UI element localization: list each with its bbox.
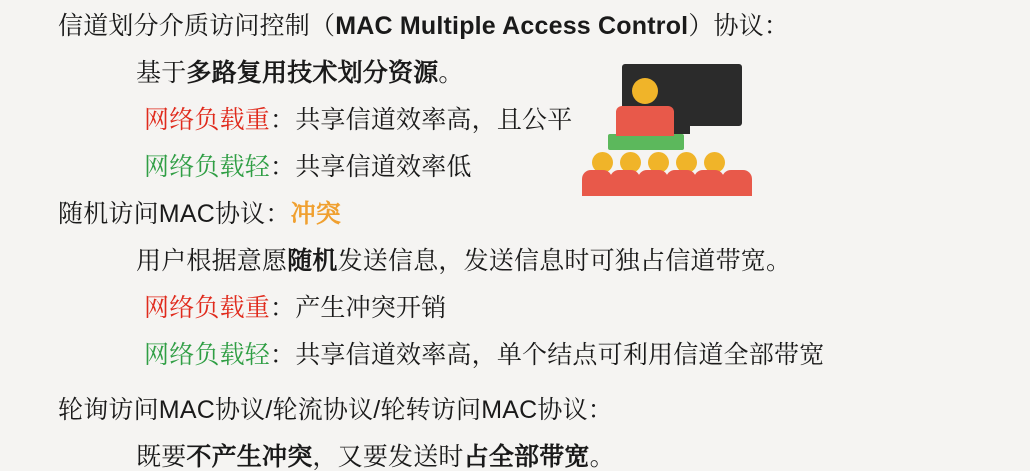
speaker-body-icon: [616, 106, 674, 136]
random-sub-1: [136, 249, 1000, 274]
speaker-head-icon: [632, 78, 658, 104]
polling-sub-1-part-1: 不产生冲突: [186, 443, 313, 471]
random-heading-highlight: 冲突: [290, 200, 341, 228]
random-heavy-load-label: 网络负载重: [144, 294, 271, 322]
mac-sub-1-part-1: 多路复用技术划分资源: [186, 59, 439, 87]
polling-heading: [58, 398, 1000, 423]
spacer: [58, 321, 1000, 343]
audience-bodies-icon: [582, 170, 752, 198]
random-light-load-text: ：共享信道效率高，单个结点可利用信道全部带宽: [270, 341, 825, 369]
presentation-illustration: [582, 56, 752, 201]
mac-heavy-load-text: ：共享信道效率高，且公平: [270, 106, 573, 134]
mac-heavy-load: [144, 108, 1000, 133]
mac-sub-1-part-2: 。: [438, 59, 464, 87]
spacer: [58, 368, 1000, 398]
polling-sub-1-part-2: ，又要发送时: [312, 443, 464, 471]
polling-sub-1: [136, 445, 1000, 470]
spacer: [58, 86, 1000, 108]
screen-stand-icon: [674, 126, 690, 134]
spacer: [58, 227, 1000, 249]
mac-sub-1: [136, 61, 1000, 86]
random-sub-1-part-1: 随机: [287, 247, 338, 275]
random-sub-1-part-2: 发送信息，发送信息时可独占信道带宽。: [337, 247, 792, 275]
mac-heading-part-1: MAC Multiple Access Control: [335, 12, 689, 40]
polling-sub-1-part-3: 占全部带宽: [463, 443, 590, 471]
podium-icon: [608, 134, 684, 150]
mac-light-load: [144, 155, 1000, 180]
mac-heavy-load-label: 网络负载重: [144, 106, 271, 134]
spacer: [58, 133, 1000, 155]
mac-heading-part-0: 信道划分介质访问控制（: [58, 12, 336, 40]
spacer: [58, 274, 1000, 296]
polling-heading-text: 轮询访问MAC协议/轮流协议/轮转访问MAC协议：: [58, 396, 614, 424]
random-sub-1-part-0: 用户根据意愿: [136, 247, 288, 275]
spacer: [58, 180, 1000, 202]
polling-sub-1-part-4: 。: [589, 443, 615, 471]
random-heading: [58, 202, 1000, 227]
mac-sub-1-part-0: 基于: [136, 59, 187, 87]
random-light-load: [144, 343, 1000, 368]
spacer: [58, 423, 1000, 445]
random-light-load-label: 网络负载轻: [144, 341, 271, 369]
random-heavy-load-text: ：产生冲突开销: [270, 294, 447, 322]
random-heading-part-0: 随机访问MAC协议：: [58, 200, 291, 228]
mac-heading: [58, 14, 1000, 39]
mac-heading-part-2: ）协议：: [688, 12, 790, 40]
random-heavy-load: [144, 296, 1000, 321]
mac-light-load-text: ：共享信道效率低: [270, 153, 472, 181]
spacer: [58, 39, 1000, 61]
polling-sub-1-part-0: 既要: [136, 443, 187, 471]
mac-light-load-label: 网络负载轻: [144, 153, 271, 181]
